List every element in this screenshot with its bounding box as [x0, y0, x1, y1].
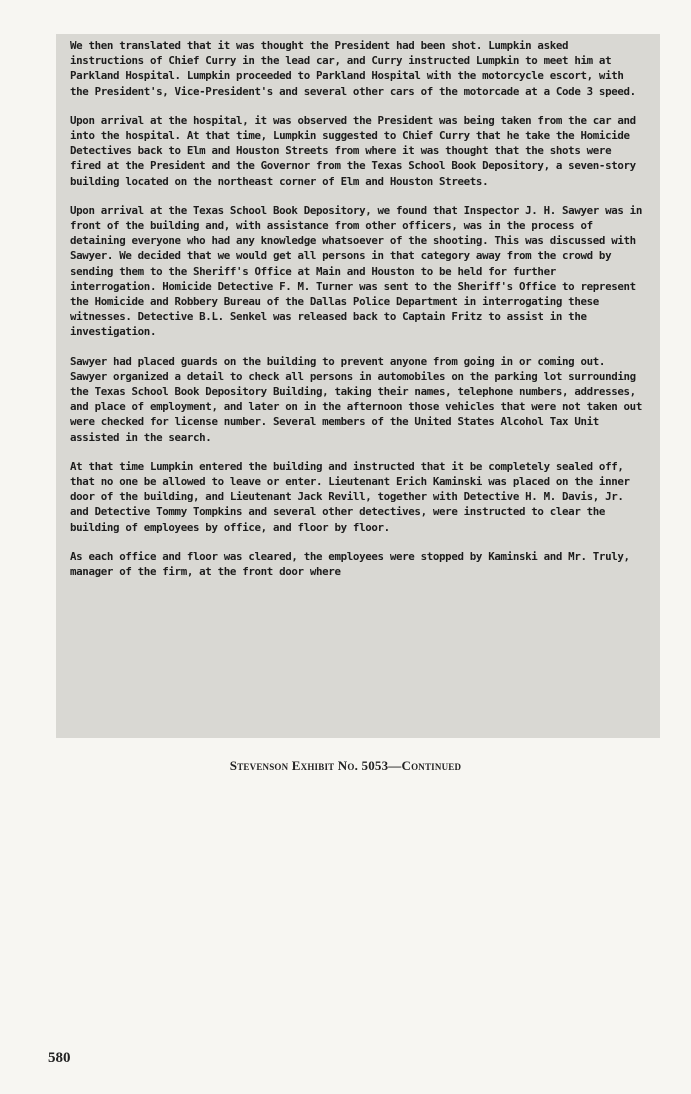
- typed-document-scan: [56, 34, 660, 738]
- paragraph-6: As each office and floor was cleared, the employees were stopped by Kaminski and Mr. Truly, manager of the firm, at the front door where: [70, 549, 630, 579]
- paragraph-3: Upon arrival at the Texas School Book Depository, we found that Inspector J. H. Sawyer was in front of the building and, with assistance from other officers, was in the process of detaining everyone who had any knowledge whatsoever of the shooting. This was discussed with Sawyer. We decided that we would get all persons in that category away from the crowd by sending them to the Sheriff's Office at Main and Houston to be held for further interrogation. Homicide Detective F. M. Turner was sent to the Sheriff's Office to represent the Homicide and Robbery Bureau of the Dallas Police Department in interrogating these witnesses. Detective B.L. Senkel was released back to Captain Fritz to assist in the investigation.: [70, 203, 642, 339]
- paragraph-1: We then translated that it was thought the President had been shot. Lumpkin asked instructions of Chief Curry in the lead car, and Curry instructed Lumpkin to meet him at Parkland Hospital. Lumpkin proceeded to Parkland Hospital with the motorcycle escort, with the President's, Vice-President's and several other cars of the motorcade at a Code 3 speed.: [70, 39, 636, 98]
- page-number: 580: [48, 1050, 71, 1066]
- paragraph-5: At that time Lumpkin entered the building and instructed that it be completely sealed off, that no one be allowed to leave or enter. Lieutenant Erich Kaminski was placed on the inner door of the building, and Lieutenant Jack Revill, together with Detective H. M. Davis, Jr. and Detective Tommy Tompkins and several other detectives, were instructed to clear the building of employees by office, and floor by floor.: [70, 459, 630, 534]
- exhibit-caption: Stevenson Exhibit No. 5053—Continued: [229, 758, 462, 773]
- paragraph-2: Upon arrival at the hospital, it was observed the President was being taken from the car and into the hospital. At that time, Lumpkin suggested to Chief Curry that he take the Homicide Detectives back to Elm and Houston Streets from where it was thought that the shots were fired at the President and the Governor from the Texas School Book Depository, a seven-story building located on the northeast corner of Elm and Houston Streets.: [70, 113, 636, 188]
- paragraph-4: Sawyer had placed guards on the building to prevent anyone from going in or coming out. Sawyer organized a detail to check all persons in automobiles on the parking lot surrounding the Texas School Book Depository Building, taking their names, telephone numbers, addresses, and place of employment, and later on in the afternoon those vehicles that were not taken out were checked for license number. Several members of the United States Alcohol Tax Unit assisted in the search.: [70, 354, 642, 444]
